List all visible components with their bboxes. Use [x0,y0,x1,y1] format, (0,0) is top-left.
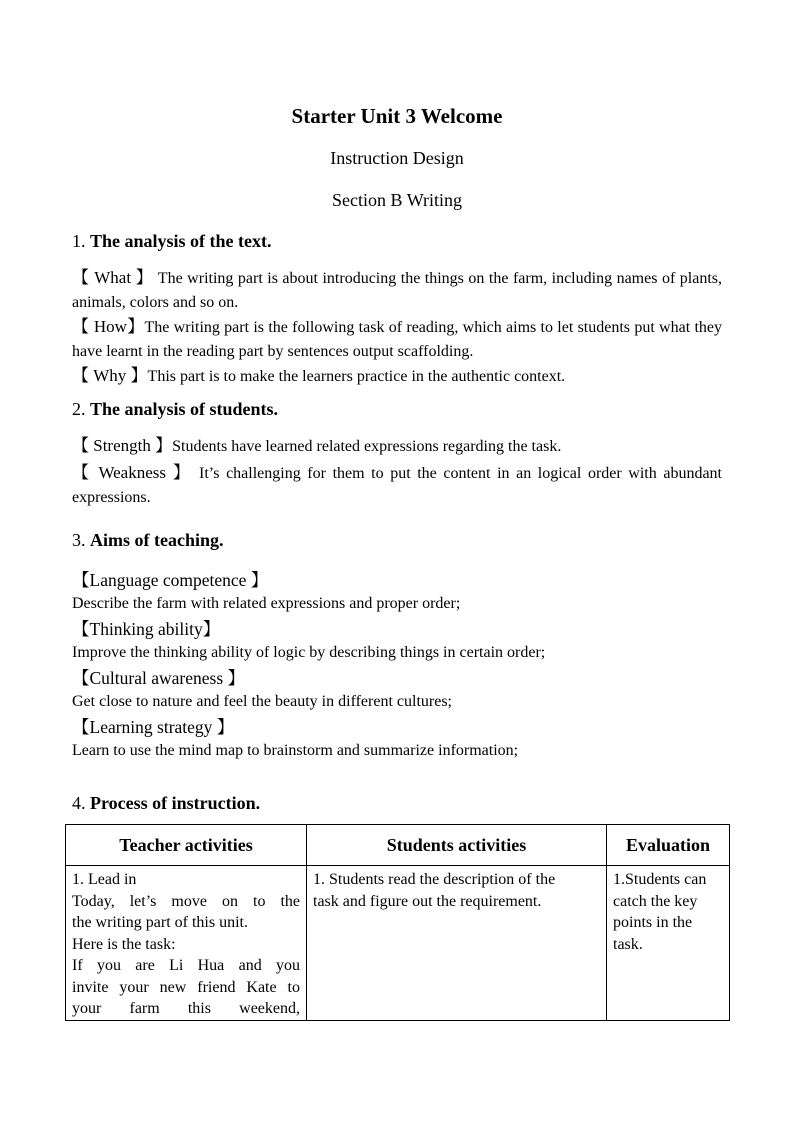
aim-cultural-text: Get close to nature and feel the beauty in different cultures; [72,693,452,710]
teacher-line: invite your new friend Kate to [72,978,300,996]
what-paragraph [72,266,722,315]
how-tag: 【 How】 [72,317,145,336]
what-tag: 【 What 】 [72,268,154,287]
section-3-number: 3. [72,530,90,550]
aim-learning-text: Learn to use the mind map to brainstorm and summarize information; [72,742,519,759]
table-header-row [66,825,730,866]
how-paragraph [72,315,722,364]
section-2-title: The analysis of students. [90,399,279,419]
strength-paragraph [72,434,732,459]
strength-tag: 【 Strength 】 [72,436,173,455]
section-1-heading [72,231,272,252]
teacher-line: your farm this weekend, [72,1000,300,1017]
header-students-activities: Students activities [307,825,607,866]
header-teacher-activities: Teacher activities [66,825,307,866]
how-text: The writing part is the following task of reading, which aims to let students put what they have learnt in the reading part by sentences output scaffolding. [72,319,723,360]
aim-language-tag: 【Language competence 】 [72,570,269,590]
section-3-heading [72,530,224,551]
teacher-line: the writing part of this unit. [72,914,248,931]
document-subtitle: Instruction Design [330,148,464,168]
students-line: 1. Students read the description of the [313,871,556,888]
teacher-line: Here is the task: [72,935,176,953]
teacher-line: If you are Li Hua and you [72,957,300,974]
evaluation-line: catch the key [613,892,698,910]
section-4-number: 4. [72,793,90,813]
aim-thinking-text: Improve the thinking ability of logic by describing things in certain order; [72,644,546,661]
evaluation-line: 1.Students can [613,871,707,888]
weakness-text: It’s challenging for them to put the content in an logical order with abundant expressions. [72,465,722,506]
section-2-heading [72,399,278,420]
students-activities-cell [307,866,607,1021]
table-row [66,866,730,1021]
evaluation-line: points in the [613,914,693,931]
aim-language-text: Describe the farm with related expressions and proper order; [72,595,461,612]
evaluation-cell [607,866,730,1021]
evaluation-line: task. [613,935,643,953]
why-tag: 【 Why 】 [72,366,148,385]
section-4-heading [72,793,260,814]
teacher-line: Today, let’s move on to the [72,892,300,910]
section-1-number: 1. [72,231,90,251]
aim-cultural-tag: 【Cultural awareness 】 [72,668,246,688]
document-title: Starter Unit 3 Welcome [291,104,503,128]
strength-text: Students have learned related expressions regarding the task. [172,438,562,455]
section-3-title: Aims of teaching. [90,530,224,550]
section-4-title: Process of instruction. [90,793,261,813]
students-line: task and figure out the requirement. [313,892,542,910]
teacher-line: 1. Lead in [72,871,137,888]
weakness-paragraph [72,461,722,510]
section-2-number: 2. [72,399,90,419]
aim-learning-tag: 【Learning strategy 】 [72,717,235,737]
teacher-activities-cell [66,866,307,1021]
header-evaluation: Evaluation [607,825,730,866]
why-paragraph [72,364,732,389]
what-text: The writing part is about introducing the things on the farm, including names of plants, animals, colors and so on. [72,270,722,311]
aim-thinking-tag: 【Thinking ability】 [72,619,221,639]
weakness-tag: 【 Weakness 】 [72,463,193,482]
why-text: This part is to make the learners practice in the authentic context. [147,368,566,385]
process-table [65,824,730,1021]
section-label: Section B Writing [332,190,462,210]
section-1-title: The analysis of the text. [90,231,272,251]
